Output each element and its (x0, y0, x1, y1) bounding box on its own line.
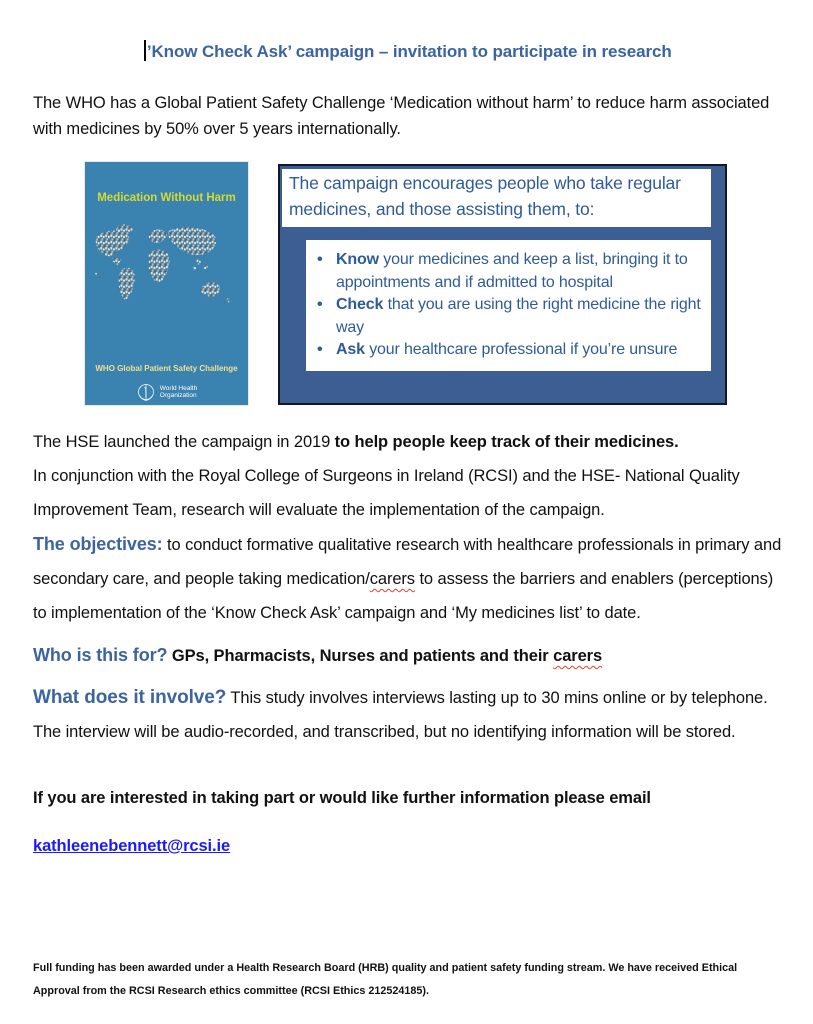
hse-normal: The HSE launched the campaign in 2019 (33, 433, 335, 451)
who-logo-line2: Organization (159, 392, 197, 399)
paragraph-email-invite: If you are interested in taking part or would like further information please email (33, 789, 651, 807)
text-cursor (144, 40, 146, 61)
campaign-bullet-box (306, 240, 711, 371)
intro-paragraph: The WHO has a Global Patient Safety Challenge ‘Medication without harm’ to reduce harm associated with medicines by 50% over 5 years internationally. (33, 94, 770, 138)
who-part1: GPs, Pharmacists, Nurses and patients and their (167, 647, 554, 665)
who-booklet-cover-image[interactable] (85, 162, 248, 405)
who-logo-line1: World Health (159, 385, 198, 392)
bullet-check (306, 294, 709, 339)
bullet-know (306, 249, 709, 294)
bullet-know-rest: your medicines and keep a list, bringing it to appointments and if admitted to hospital (336, 251, 688, 291)
bullet-check-lead: Check (336, 296, 384, 313)
paragraph-involve (33, 681, 783, 749)
who-logo-text (160, 385, 197, 399)
objectives-part1: to conduct formative qualitative research with healthcare professionals in primary and secondary care, and people taking medication/ (33, 536, 782, 588)
objectives-heading: The objectives: (33, 534, 163, 554)
bullet-ask (306, 339, 709, 362)
paragraph-email-link (33, 829, 783, 863)
paragraph-hse (33, 425, 783, 459)
bullet-ask-lead: Ask (336, 341, 365, 358)
hse-bold: to help people keep track of their medicines. (334, 433, 679, 451)
who-misspelled-word: carers (553, 647, 603, 665)
who-logo-icon (136, 382, 156, 402)
cover-subtitle: WHO Global Patient Safety Challenge (95, 364, 238, 373)
campaign-panel[interactable] (278, 164, 727, 405)
cover-title: Medication Without Harm (97, 192, 236, 204)
involve-text: This study involves interviews lasting up to 30 mins online or by telephone. The interview will be audio-recorded, and transcribed, but no identifying information will be stored. (33, 689, 768, 741)
bullet-know-lead: Know (336, 251, 379, 268)
page-title (33, 40, 783, 62)
involve-heading: What does it involve? (33, 687, 227, 708)
paragraph-conjunction: In conjunction with the Royal College of Surgeons in Ireland (RCSI) and the HSE- National Quality Improvement Team, research will evaluate the implementation of the campaign. (33, 467, 740, 519)
world-map-pills-image (90, 222, 242, 328)
objectives-misspelled-word: carers (369, 570, 415, 588)
objectives-part2: to assess the barriers and enablers (perceptions) to implementation of the ‘Know Check Ask’ campaign and ‘My medicines list’ to date. (33, 570, 774, 622)
paragraph-objectives (33, 527, 783, 630)
page-title-text: ’Know Check Ask’ campaign – invitation to participate in research (146, 42, 672, 61)
bullet-check-rest: that you are using the right medicine the right way (336, 296, 701, 336)
email-link[interactable]: kathleenebennett@rcsi.ie (33, 837, 231, 855)
bullet-ask-rest: your healthcare professional if you’re unsure (364, 341, 678, 358)
campaign-panel-header: The campaign encourages people who take regular medicines, and those assisting them, to: (282, 169, 711, 227)
figure-row (33, 162, 783, 407)
document-body (33, 425, 783, 863)
who-heading: Who is this for? (33, 645, 168, 665)
paragraph-who (33, 638, 783, 673)
footer-funding-note: Full funding has been awarded under a Health Research Board (HRB) quality and patient safety funding stream. We have received Ethical Approval from the RCSI Research ethics committee (RCSI Ethics 212524185). (33, 962, 738, 997)
